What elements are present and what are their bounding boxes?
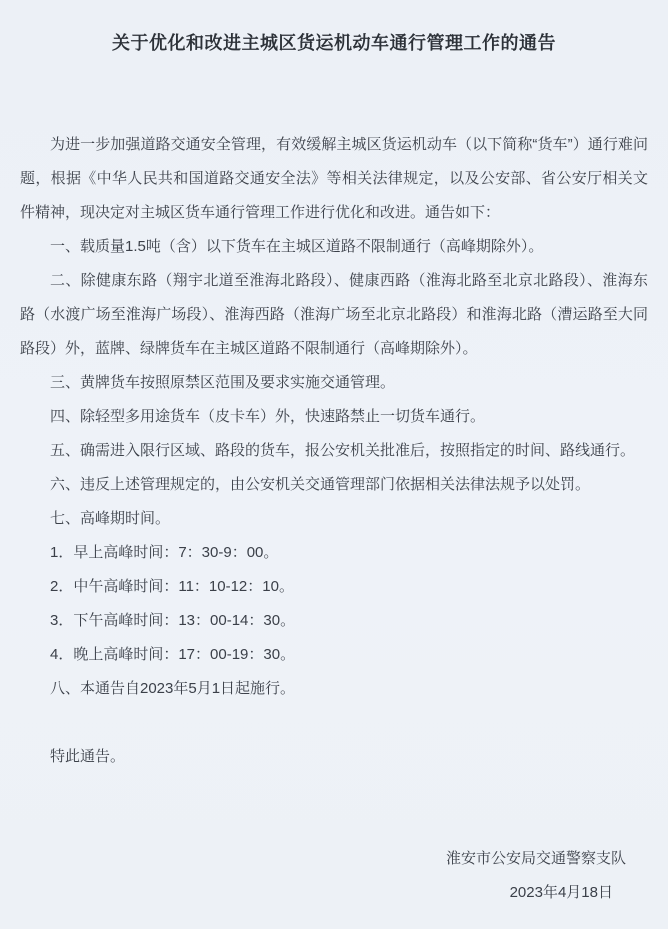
closing-line: 特此通告。 [50, 748, 126, 765]
issuer-signature: 淮安市公安局交通警察支队 [445, 850, 626, 867]
item-eight-effective-date: 八、本通告自2023年5月1日起施行。 [50, 680, 296, 697]
item-four-expressway-ban: 四、除轻型多用途货车（皮卡车）外，快速路禁止一切货车通行。 [50, 408, 486, 425]
peak-time-morning: 1．早上高峰时间：7：30-9：00。 [50, 544, 279, 561]
item-one-weight-limit: 一、载质量1.5吨（含）以下货车在主城区道路不限制通行（高峰期除外）。 [50, 238, 544, 255]
peak-time-afternoon: 3．下午高峰时间：13：00-14：30。 [50, 612, 296, 629]
peak-time-noon: 2．中午高峰时间：11：10-12：10。 [50, 578, 294, 595]
item-three-yellow-plate: 三、黄牌货车按照原禁区范围及要求实施交通管理。 [50, 374, 396, 391]
document-body [0, 128, 668, 910]
item-six-penalties: 六、违反上述管理规定的，由公安机关交通管理部门依据相关法律法规予以处罚。 [50, 476, 591, 493]
item-five-permit-entry: 五、确需进入限行区域、路段的货车，报公安机关批准后，按照指定的时间、路线通行。 [50, 442, 636, 459]
item-seven-peak-hours-heading: 七、高峰期时间。 [50, 510, 171, 527]
peak-time-evening: 4．晚上高峰时间：17：00-19：30。 [50, 646, 296, 663]
issue-date: 2023年4月18日 [509, 884, 613, 901]
document-title: 关于优化和改进主城区货运机动车通行管理工作的通告 [112, 33, 556, 53]
paragraph-preamble: 为进一步加强道路交通安全管理，有效缓解主城区货运机动车（以下简称“货车”）通行难问题，根据《中华人民共和国道路交通安全法》等相关法律规定，以及公安部、省公安厅相关文件精神，现决定对主城区货车通行管理工作进行优化和改进。通告如下： [20, 136, 648, 221]
item-two-road-exceptions: 二、除健康东路（翔宇北道至淮海北路段）、健康西路（淮海北路至北京北路段）、淮海东路（水渡广场至淮海广场段）、淮海西路（淮海广场至北京北路段）和淮海北路（漕运路至大同路段）外，蓝牌、绿牌货车在主城区道路不限制通行（高峰期除外）。 [20, 272, 648, 357]
